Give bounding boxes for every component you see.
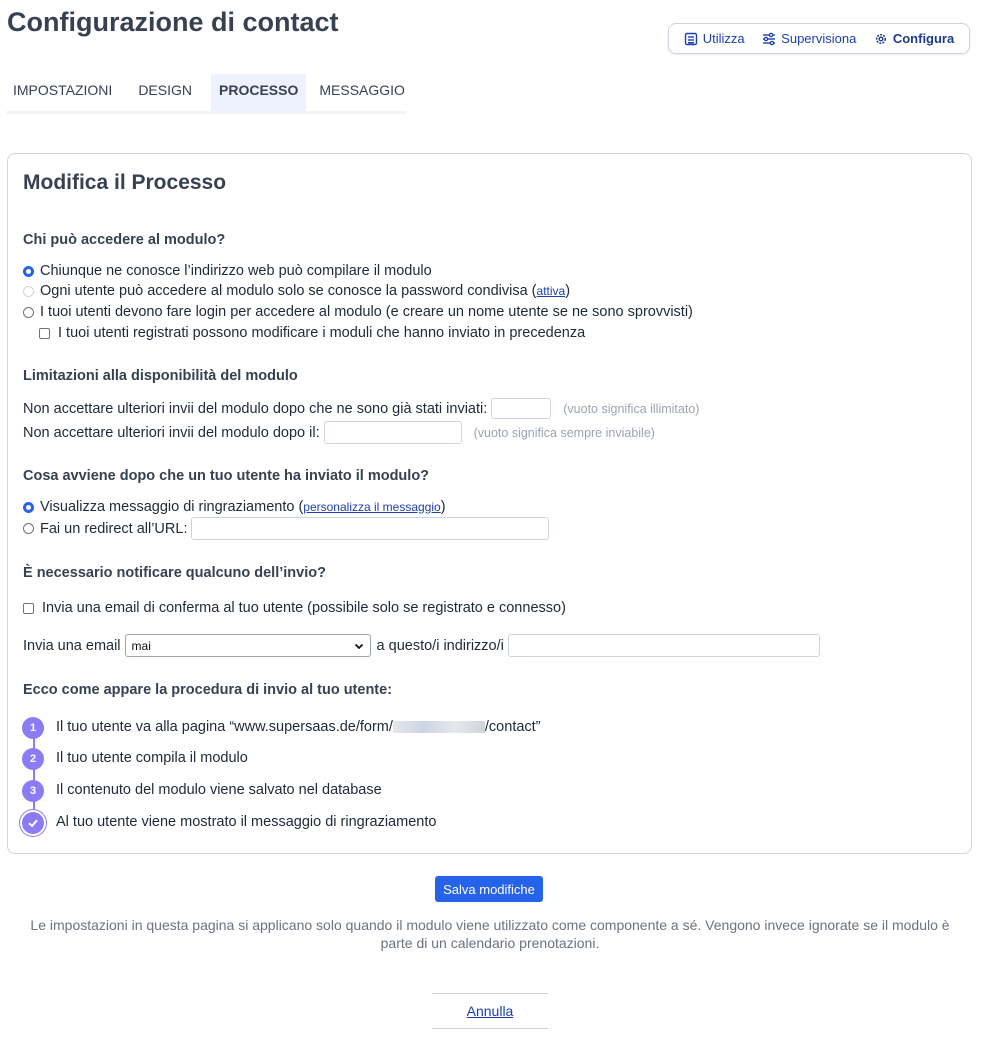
after-heading: Cosa avviene dopo che un tuo utente ha inviato il modulo?	[23, 468, 430, 484]
mode-configure-link[interactable]	[874, 31, 954, 46]
access-option-password[interactable]	[23, 283, 570, 299]
mode-supervise-label: Supervisiona	[781, 31, 857, 46]
after-option-redirect-label: Fai un redirect all’URL:	[40, 520, 188, 537]
customize-message-link[interactable]: personalizza il messaggio	[303, 500, 441, 514]
deadline-input[interactable]	[324, 421, 462, 444]
activate-password-link[interactable]: attiva	[536, 284, 566, 298]
step-1-badge: 1	[22, 717, 44, 739]
access-option-anyone-label: Chiunque ne conosce l’indirizzo web può compilare il modulo	[40, 263, 432, 279]
checkbox-edit-previous[interactable]	[39, 328, 50, 339]
radio-login[interactable]	[23, 307, 34, 318]
save-button[interactable]: Salva modifiche	[435, 876, 543, 902]
form-icon	[684, 32, 698, 46]
send-email-to-label: a questo/i indirizzo/i	[376, 637, 504, 654]
step-1-text	[56, 719, 541, 735]
mode-use-link[interactable]	[684, 31, 745, 46]
step-1-text-b: /contact”	[484, 719, 541, 735]
tab-processo[interactable]: PROCESSO	[211, 74, 306, 111]
deadline-hint: (vuoto significa sempre inviabile)	[473, 425, 655, 440]
step-3-text: Il contenuto del modulo viene salvato nel database	[56, 782, 382, 798]
access-heading: Chi può accedere al modulo?	[23, 232, 226, 248]
step-1-text-a: Il tuo utente va alla pagina “www.supersaas.de/form/	[56, 719, 393, 735]
access-option-login-label: I tuoi utenti devono fare login per accedere al modulo (e creare un nome utente se ne sono sprovvisti)	[40, 304, 693, 320]
step-4-badge	[22, 812, 44, 834]
step-2-badge: 2	[22, 748, 44, 770]
step-4-text: Al tuo utente viene mostrato il messaggio di ringraziamento	[56, 814, 437, 830]
procedure-heading: Ecco come appare la procedura di invio al tuo utente:	[23, 682, 393, 698]
step-2-text: Il tuo utente compila il modulo	[56, 750, 248, 766]
mode-switch	[668, 23, 970, 54]
cancel-container	[432, 993, 548, 1029]
max-submissions-row	[23, 398, 699, 419]
access-option-password-label: Ogni utente può accedere al modulo solo se conosce la password condivisa (	[40, 283, 537, 299]
chevron-down-icon	[354, 641, 364, 651]
mode-supervise-link[interactable]	[762, 31, 856, 46]
send-email-select-value: mai	[131, 638, 151, 653]
access-option-anyone[interactable]	[23, 263, 432, 279]
after-option-redirect[interactable]	[23, 517, 549, 540]
max-submissions-input[interactable]	[491, 398, 551, 419]
notify-address-input[interactable]	[508, 634, 820, 657]
access-option-login[interactable]	[23, 304, 693, 320]
checkbox-edit-previous-label: I tuoi utenti registrati possono modificare i moduli che hanno inviato in precedenza	[58, 325, 586, 341]
confirm-email-row[interactable]	[23, 600, 566, 616]
tab-bar	[6, 74, 406, 114]
redirect-url-input[interactable]	[191, 517, 549, 540]
deadline-label: Non accettare ulteriori invii del modulo dopo il:	[23, 424, 320, 441]
checkbox-confirm-email[interactable]	[23, 603, 34, 614]
after-option-thanks-label: Visualizza messaggio di ringraziamento (	[40, 499, 304, 515]
mode-use-label: Utilizza	[702, 31, 745, 46]
tab-impostazioni[interactable]: IMPOSTAZIONI	[13, 82, 113, 98]
send-email-label: Invia una email	[23, 637, 121, 654]
card-title: Modifica il Processo	[23, 171, 227, 194]
gear-icon	[874, 32, 888, 46]
max-submissions-label: Non accettare ulteriori invii del modulo dopo che ne sono già stati inviati:	[23, 400, 488, 417]
process-card	[7, 153, 972, 854]
radio-redirect[interactable]	[23, 523, 34, 534]
radio-anyone[interactable]	[23, 266, 34, 277]
mode-configure-label: Configura	[892, 31, 955, 46]
limits-heading: Limitazioni alla disponibilità del modulo	[23, 368, 298, 384]
notify-heading: È necessario notificare qualcuno dell’invio?	[23, 565, 326, 581]
send-email-select[interactable]	[125, 634, 371, 657]
access-option-password-end: )	[565, 283, 571, 299]
deadline-row	[23, 421, 655, 444]
cancel-link[interactable]: Annulla	[466, 1003, 514, 1019]
max-submissions-hint: (vuoto significa illimitato)	[563, 401, 700, 416]
check-icon	[27, 817, 39, 829]
after-option-thanks[interactable]	[23, 499, 446, 515]
sliders-icon	[762, 32, 776, 46]
send-email-row	[23, 634, 820, 657]
step-3-badge: 3	[22, 780, 44, 802]
after-option-thanks-end: )	[440, 499, 446, 515]
page-title: Configurazione di contact	[7, 7, 339, 37]
tab-messaggio[interactable]: MESSAGGIO	[319, 82, 405, 98]
radio-password[interactable]	[23, 286, 34, 297]
radio-thanks[interactable]	[23, 502, 34, 513]
tab-design[interactable]: DESIGN	[138, 82, 192, 98]
info-note: Le impostazioni in questa pagina si applicano solo quando il modulo viene utilizzato come componente a sé. Vengono invece ignorate se il modulo è parte di un calendario prenotazioni.	[30, 917, 950, 951]
redacted-blur	[393, 721, 485, 733]
checkbox-confirm-email-label: Invia una email di conferma al tuo utente (possibile solo se registrato e connesso)	[42, 600, 566, 616]
access-edit-checkbox-row[interactable]	[39, 325, 585, 341]
